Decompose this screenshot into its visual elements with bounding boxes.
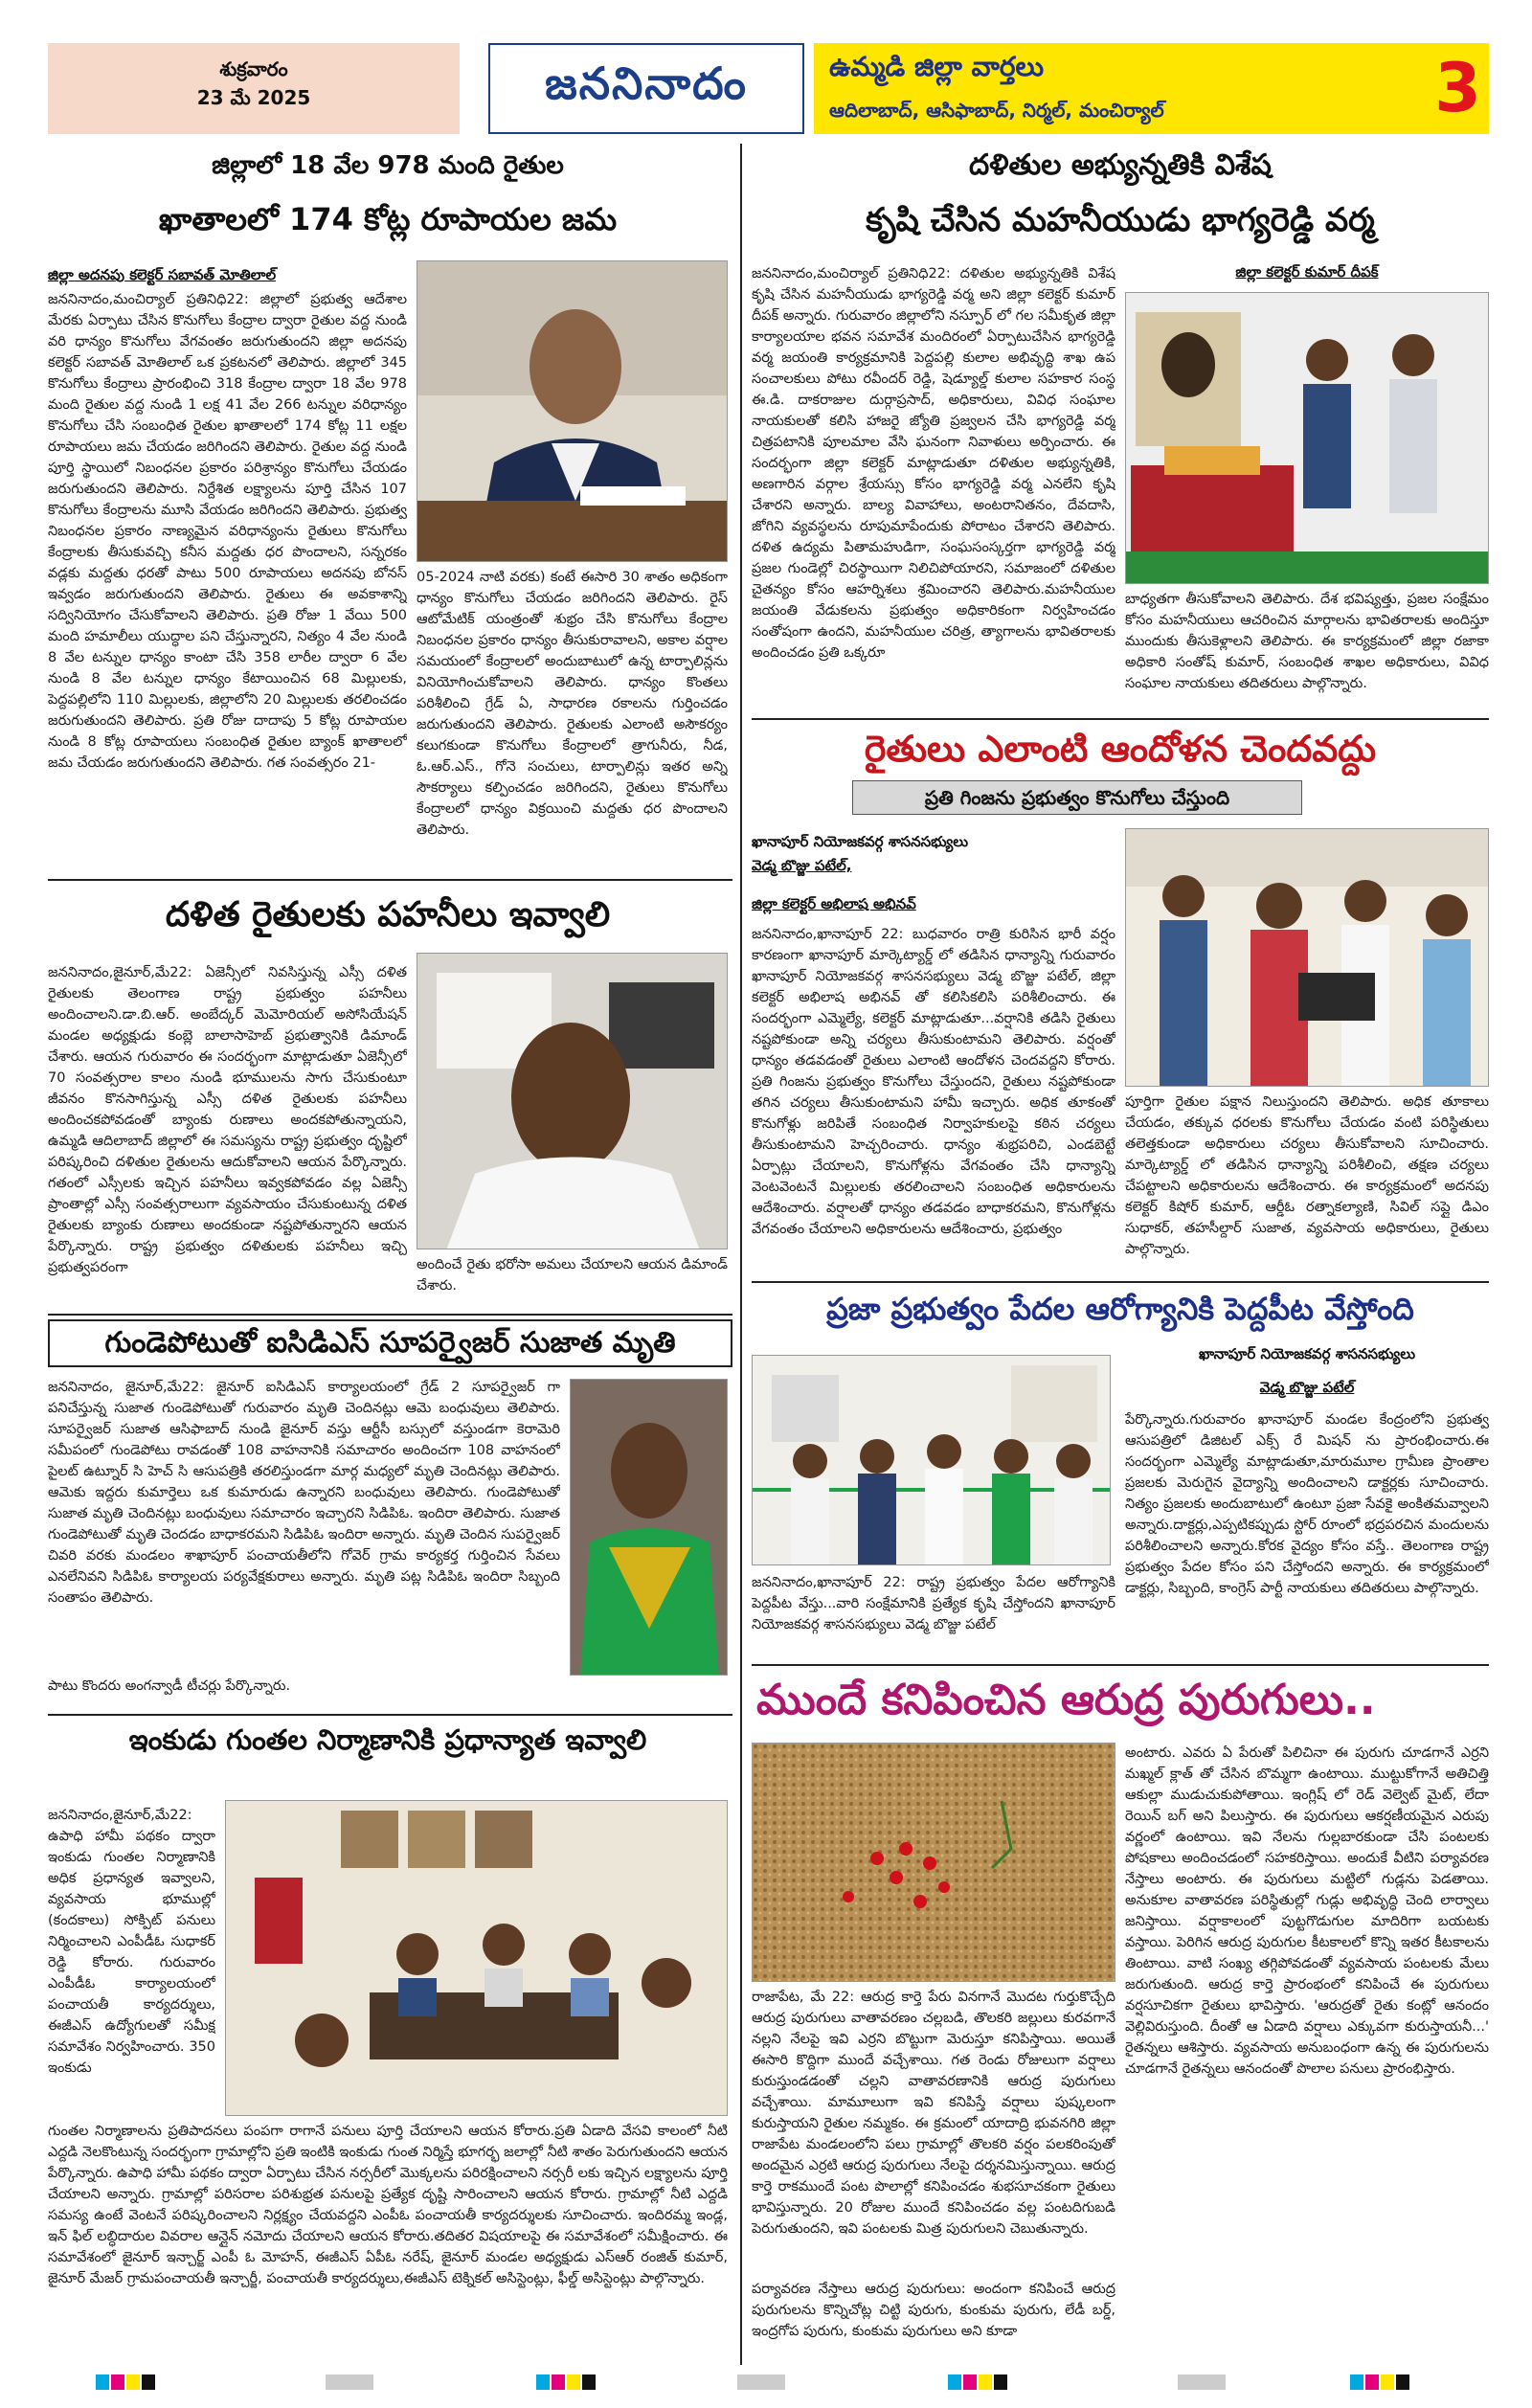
story5-headline: కృషి చేసిన మహనీయుడు భాగ్యరెడ్డి వర్మ bbox=[866, 201, 1375, 239]
story8-photo-insects bbox=[752, 1743, 1115, 1982]
story-divider bbox=[48, 879, 732, 881]
story7-headline: ప్రజా ప్రభుత్వం పేదల ఆరోగ్యానికి పెద్దపీట వేస్తోంది bbox=[826, 1291, 1414, 1327]
section-title: ఉమ్మడి జిల్లా వార్తలు bbox=[829, 51, 1045, 82]
color-swatch bbox=[994, 2374, 1007, 2390]
story7-body-right: పేర్కొన్నారు.గురువారం ఖానాపూర్ మండల కేంద్రంలోని ప్రభుత్వ ఆసుపత్రిలో డిజిటల్ ఎక్స్ రే మిషన్ ను ప్రారంభించారు.ఈ సందర్భంగా ఎమ్మెల్యే మాట్లాడుతూ,మారుమూల గ్రామీణ ప్రాంతాల ప్రజలకు మెరుగైన వైద్యాన్ని అందించాలని డాక్టర్లకు సూచించారు. నిత్యం ప్రజలకు అందుబాటులో ఉంటూ ప్రజా సేవకై అంకితమవ్వాలని అన్నారు.దాక్టర్లు,ఎప్పటికప్పుడు స్టోర్ రూంలో భద్రపరచిన మందులను పరిశీలించాలని అన్నారు.కోరక వైద్యం కోసం వస్తే.. తెలంగాణ రాష్ట్ర ప్రభుత్వం పేదల కోసం పని చేస్తోందని అన్నారు. ఈ కార్యక్రమంలో డాక్టర్లు, సిబ్బంది, కాంగ్రెస్ పార్టీ నాయకులు తదితరులు పాల్గొన్నారు. bbox=[1125, 1412, 1489, 1596]
color-swatch bbox=[536, 2374, 550, 2390]
color-swatch bbox=[1178, 2374, 1226, 2390]
story2-photo bbox=[417, 953, 728, 1249]
masthead-logo bbox=[488, 43, 804, 134]
color-swatch bbox=[582, 2374, 596, 2390]
person-photo-icon bbox=[417, 261, 728, 562]
story8-headline: ముందే కనిపించిన ఆరుద్ర పురుగులు.. bbox=[756, 1676, 1376, 1724]
story-divider bbox=[752, 1281, 1489, 1283]
story4-headline: ఇంకుడు గుంతల నిర్మాణానికి ప్రధాన్యాత ఇవ్వాలి bbox=[128, 1723, 647, 1756]
story3-headline-box bbox=[48, 1319, 732, 1367]
story5-kicker: దళితుల అభ్యున్నతికి విశేష bbox=[969, 148, 1272, 182]
color-swatch bbox=[948, 2374, 961, 2390]
story8-body-left: రాజాపేట, మే 22: ఆరుద్ర కార్తె పేరు వినగానే మొదట గుర్తుకొచ్చేది ఆరుద్ర పురుగులు వాతావరణం చల్లబడి, తొలకరి జల్లులు కురవగానే నల్లని నేలపై ఇవి ఎర్రని బొట్టుగా మెరుస్తూ కనిపిస్తాయి. అయితే ఈసారి కొద్దిగా ముందే వచ్చేశాయి. గత రెండు రోజులుగా వర్షాలు కురుస్తుండడంతో చల్లని వాతావరణానికి ఆరుద్ర పురుగులు వచ్చేశాయి. మామూలుగా ఇవి కనిపిస్తే వర్షాలు పుష్కలంగా కురుస్తాయని రైతుల నమ్మకం. ఈ క్రమంలో యాదాద్రి భువనగిరి జిల్లా రాజాపేట మండలంలోని పలు గ్రామాల్లో తొలకరి వర్షం పలకరింపుతో అందమైన ఎర్రటి ఆరుద్ర పురుగులు నేలపై దర్శనమిస్తున్నాయి. ఆరుద్ర కార్తె రాకముందే పంట పొలాల్లో కనిపించడం శుభసూచకంగా రైతులు భావిస్తున్నారు. 20 రోజుల ముందే కనిపించడం వల్ల పంటదిగుబడి పెరుగుతుందని, ఇవి పంటలకు మిత్ర పురుగులని చెబుతున్నారు. bbox=[752, 1990, 1115, 2237]
story7-byline1: ఖానాపూర్ నియోజకవర్గ శాసనసభ్యులు bbox=[1198, 1345, 1416, 1362]
story3-tail: పాటు కొందరు అంగన్వాడీ టీచర్లు పేర్కొన్నారు. bbox=[48, 1678, 291, 1694]
story1-body-right: 05-2024 నాటి వరకు) కంటే ఈసారి 30 శాతం అధికంగా ధాన్యం కొనుగోలు చేయడం జరిగిందని తెలిపారు. రైస్ ఆటోమేటిక్ యంత్రంతో శుభ్రం చేసి కొనుగోలు కేంద్రాల నిబంధనల ప్రకారం ధాన్యం తీసుకురావాలని, అకాల వర్షాల సమయంలో కేంద్రాలలో అందుబాటులో ఉన్న టార్పాలిన్లను వినియోగించుకోవాలని తెలిపారు. ధాన్యం కొంతలు పరిశీలించి గ్రేడ్ ఏ, సాధారణ రకాలను గుర్తించడం జరుగుతుందని తెలిపారు. రైతులకు ఎలాంటి అసౌకర్యం కలుగకుండా కొనుగోలు కేంద్రాలలో త్రాగునీరు, నీడ, ఓ.ఆర్.ఎస్., గోనె సంచులు, టార్పాలిన్లు ఇతర అన్ని సౌకర్యాలు కల్పించడం జరిగిందని, రైతులు కొనుగోలు కేంద్రాలలో ధాన్యం విక్రయించి మద్దతు ధర పొందాలని తెలిపారు. bbox=[417, 570, 728, 838]
story1-photo-collector bbox=[417, 260, 728, 562]
story7-body-bottom: జననినాదం,ఖానాపూర్ 22: రాష్ట్ర ప్రభుత్వం పేదల ఆరోగ్యానికి పెద్దపీట వేస్తు...వారి సంక్షేమానికి ప్రత్యేక కృషి చేస్తోందని ఖానాపూర్ నియోజకవర్గ శాసనసభ్యులు వెడ్మ బొజ్జు పటేల్ bbox=[752, 1575, 1115, 1632]
story3-photo bbox=[570, 1379, 728, 1676]
color-swatch bbox=[1350, 2374, 1363, 2390]
masthead-date: 23 మే 2025 bbox=[196, 86, 311, 109]
story6-byline2: వెడ్మ బొజ్జు పటేల్, bbox=[752, 857, 852, 874]
story-divider bbox=[752, 1664, 1489, 1666]
color-swatch bbox=[963, 2374, 977, 2390]
story6-photo-inspection bbox=[1125, 828, 1489, 1087]
story8-body-right: అంటారు. ఎవరు ఏ పేరుతో పిలిచినా ఈ పురుగు చూడగానే ఎర్రని మఖ్మల్ క్లాత్ తో చేసిన బొమ్మగా ఉంటాయి. ముట్టుకోగానే అతిచిత్తి ఆకుల్లా ముడుచుకుపోతాయి. ఇంగ్లిష్ లో రెడ్ వెల్వెట్ మైట్, లేదా రెయిన్ బగ్ అని పిలుస్తారు. ఈ పురుగులు ఆకర్షణీయమైన ఎరుపు వర్ణంలో ఉంటాయి. ఇవి నేలను గుల్లబారకుండా చేసి పంటలకు పోషకాలు అందించడంలో సహకరిస్తాయి. అందుకే వీటిని పర్యావరణ నేస్తాలు అంటారు. ఈ పురుగులు మట్టిలో గుడ్లను పెడతాయి. అనుకూల వాతావరణ పరిస్థితుల్లో గుడ్లు అభివృద్ధి చెంది లార్వాలు జనిస్తాయి. వర్షాకాలంలో పుట్టగొడుగుల మాదిరిగా బయటకు వస్తాయి. పెరిగిన ఆరుద్ర పురుగుల కీటకాలలో కొన్ని ఇతర కీటకాలను తింటాయి. వాటి సంఖ్య తగ్గిపోవడంతో వ్యవసాయ పంటలకు మేలు జరుగుతుంది. ఆరుద్ర కార్తె ప్రారంభంలో కనిపించే ఈ పురుగులు వర్షసూచికగా రైతులు భావిస్తారు. 'ఆరుద్రతో రైతు కంట్లో ఆనందం వెల్లివిరుస్తుంది. దీంతో ఆ ఏడాది వర్షాలు ఎక్కువగా కురుస్తాయనీ...' రైతన్నలు ఆశిస్తారు. వ్యవసాయ అనుబంధంగా ఉన్న ఈ పురుగులను చూడగానే రైతన్నలు ఆనందంతో పొలాల పనులు ప్రారంభిస్తారు. bbox=[1125, 1745, 1489, 2077]
color-swatch bbox=[96, 2374, 109, 2390]
story2-tail: అందించే రైతు భరోసా అమలు చేయాలని ఆయన డిమాండ్ చేశారు. bbox=[417, 1257, 728, 1293]
section-districts: ఆదిలాబాద్, ఆసిఫాబాద్, నిర్మల్, మంచిర్యాల్ bbox=[829, 99, 1164, 122]
story6-subhead: ప్రతి గింజను ప్రభుత్వం కొనుగోలు చేస్తుంది bbox=[924, 786, 1230, 809]
color-swatch bbox=[737, 2374, 785, 2390]
story3-body: జననినాదం, జైనూర్,మే22: జైనూర్ ఐసిడిఎస్ కార్యాలయంలో గ్రేడ్ 2 సూపర్వైజర్ గా పనిచేస్తున్న సుజాత గుండెపోటుతో గురువారం మృతి చెందినట్లు ఆమె బంధువులు తెలిపారు. సూపర్వైజర్ సుజాత ఆసిఫాబాద్ నుండి జైనూర్ వస్తు ఆర్టీసీ బస్సులో వస్తుండగా కెరామెరి సమీపంలో గుండెపోటు రావడంతో 108 వాహనానికి సమాచారం అందించగా 108 వాహనంలో పైలట్ ఉట్నూర్ సి హెచ్ సి ఆసుపత్రికి తరలిస్తుండగా మార్గ మధ్యలో మృతి చెందినట్లు తెలిపారు. ఆమెకు ఇద్దరు కుమార్తెలు ఒక కుమారుడు ఉన్నారని బంధువులు తెలిపారు. గుండెపోటుతో సుజాత మృతి చెందినట్లు బంధువులు సమాచారం ఇచ్చారని సిడిపిఓ. ఇందిరా తెలిపారు. సుజాత గుండెపోటుతో మృతి చెందడం బాధాకరమని సిడిపిఓ ఇందిరా అన్నారు. మృతి చెందిన సుపర్వైజర్ చివరి వరకు మండలం శాఖాపూర్ పంచాయతీలోని గోవెర్ గ్రామ కార్యకర్త గుర్తించిన సేవలు ఎనలేనివని సిడిపిఓ కార్యాలయ పర్యవేక్షకురాలు అన్నారు. మృతి పట్ల సిడిపిఓ ఇందిరా సిబ్బంది సంతాపం తెలిపారు. bbox=[48, 1380, 560, 1606]
story6-headline: రైతులు ఎలాంటి ఆందోళన చెందవద్దు bbox=[864, 728, 1377, 770]
story1-kicker: జిల్లాలో 18 వేల 978 మంది రైతుల bbox=[212, 151, 564, 180]
story5-body: జననినాదం,మంచిర్యాల్ ప్రతినిధి22: దళితుల అభ్యున్నతికి విశేష కృషి చేసిన మహనీయుడు భాగ్యరెడ్డి వర్మ అని జిల్లా కలెక్టర్ కుమార్ దీపక్ అన్నారు. గురువారం జిల్లాలోని నస్పూర్ లో గల సమీకృత జిల్లా కార్యాలయాల భవన సమావేశ మందిరంలో ఏర్పాటుచేసిన భాగ్యరెడ్డి వర్మ జయంతి కార్యక్రమానికి పెద్దపల్లి కులాల అభివృద్ధి శాఖ ఉప సంచాలకులు పోటు రవీందర్ రెడ్డి, షెడ్యూల్డ్ కులాల సహకార సంస్థ ఈ.డి. దాకరాజుల దుర్గాప్రసాద్, అధికారులు, వివిధ సంఘాల నాయకులతో కలిసి హాజరై జ్యోతి ప్రజ్వలన చేసి భాగ్యరెడ్డి వర్మ చిత్రపటానికి పూలమాల వేసి ఘనంగా నివాళులు అర్పించారు. ఈ సందర్భంగా జిల్లా కలెక్టర్ మాట్లాడుతూ దళితుల అభ్యున్నతికి, అణగారిన వర్గాల శ్రేయస్సు కోసం భాగ్యరెడ్డి వర్మ ఎనలేని కృషి చేశారని అన్నారు. బాల్య వివాహాలు, అంటరానితనం, దేవదాసి, జోగిని వ్యవస్థలను రూపుమాపేందుకు పోరాటం చేశారని తెలిపారు. దళిత ఉద్యమ పితామహుడిగా, సంఘసంస్కర్తగా భాగ్యరెడ్డి వర్మ ప్రజల గుండెల్లో చిరస్థాయిగా నిలిచిపోయారని, సమాజంలో దళితుల చైతన్యం కోసం ఆహర్నిశలు శ్రమించారని తెలిపారు.మహనీయుల జయంతి వేడుకలను ప్రభుత్వం అధికారికంగా నిర్వహించడం సంతోషంగా ఉందని, మహనీయుల చరిత్ర, త్యాగాలను భావితరాలకు అందించడం ప్రతి ఒక్కరూ bbox=[752, 266, 1115, 661]
story6-subhead-box bbox=[852, 780, 1302, 815]
story-divider bbox=[48, 1314, 732, 1316]
story4-photo-meeting bbox=[225, 1800, 728, 2116]
story2-body: జననినాదం,జైనూర్,మే22: ఏజెన్సీలో నివసిస్తున్న ఎస్సీ దళిత రైతులకు తెలంగాణ రాష్ట్ర ప్రభుత్వం పహనీలు అందించాలని.డా.బి.ఆర్. అంబేద్కర్ మెమోరియల్ అసోసియేషన్ మండల అధ్యక్షుడు కంబ్లె బాలాసాహెబ్ ప్రభుత్వానికి డిమాండ్ చేశారు. ఆయన గురువారం ఈ సందర్భంగా మాట్లాడుతూ ఏజెన్సీలో 70 సంవత్సరాల కాలం నుండి భూములను సాగు చేసుకుంటూ జీవనం కొనసాగిస్తున్న ఎస్సీ దళిత రైతులకు పహనీలు అందించకపోవడంతో బ్యాంకు రుణాలు అందకపోతున్నాయని, ఉమ్మడి ఆదిలాబాద్ జిల్లాలో ఈ సమస్యను రాష్ట్ర ప్రభుత్వం దృష్టిలో పరిష్కరించి దళితుల రైతులను ఆదుకోవాలని ఆయన పేర్కొన్నారు. గతంలో ఎస్సీలకు ఇచ్చిన పహనీలు ఇవ్వకపోవడం వల్ల ఏజెన్సీ ప్రాంతాల్లో ఎస్సీ సంవత్సరాలుగా వ్యవసాయం చేసుకుంటున్న దళిత రైతులకు బ్యాంకు రుణాలు అందకుండా నష్టపోతున్నారని ఆయన పేర్కొన్నారు. రాష్ట్ర ప్రభుత్వం దళితులకు పహనీలు ఇచ్చి ప్రభుత్వపరంగా bbox=[48, 965, 407, 1275]
person-photo-icon bbox=[571, 1380, 728, 1676]
masthead-date-box bbox=[48, 43, 460, 134]
masthead-section-box bbox=[814, 43, 1427, 134]
color-swatch bbox=[1365, 2374, 1379, 2390]
ceremony-photo-icon bbox=[1126, 293, 1489, 584]
color-swatch bbox=[979, 2374, 992, 2390]
inspection-photo-icon bbox=[1126, 829, 1489, 1087]
color-swatch bbox=[1396, 2374, 1409, 2390]
person-photo-icon bbox=[417, 954, 728, 1249]
color-swatch bbox=[142, 2374, 155, 2390]
inauguration-photo-icon bbox=[753, 1356, 1111, 1565]
page-number: 3 bbox=[1427, 43, 1489, 134]
color-swatch bbox=[1381, 2374, 1394, 2390]
color-swatch bbox=[326, 2374, 373, 2390]
story7-photo-inauguration bbox=[752, 1355, 1111, 1565]
color-swatch bbox=[567, 2374, 580, 2390]
story-divider bbox=[48, 1714, 732, 1716]
story1-byline: జిల్లా అదనపు కలెక్టర్ సబావత్ మోతిలాల్ bbox=[48, 266, 277, 283]
column-divider bbox=[740, 144, 742, 2365]
color-swatch bbox=[111, 2374, 124, 2390]
story1-headline: ఖాతాలలో 174 కోట్ల రూపాయల జమ bbox=[158, 201, 618, 237]
story6-body: జననినాదం,ఖానాపూర్ 22: బుధవారం రాత్రి కురిసిన భారీ వర్షం కారణంగా ఖానాపూర్ మార్కెట్యార్డ్ లో తడిసిన ధాన్యాన్ని గురువారం ఖానాపూర్ నియోజకవర్గ శాసనసభ్యులు వెడ్మ బొజ్జు పటేల్, జిల్లా కలెక్టర్ అభిలాష అభినవ్ తో కలిసికలిసి పరిశీలించారు. ఈ సందర్భంగా ఎమ్మెల్యే, కలెక్టర్ మాట్లాడుతూ...వర్షానికి తడిసి రైతులు నష్టపోకుండా అన్ని చర్యలు తీసుకుంటామని తెలిపారు. వర్షంతో ధాన్యం తడవడంతో రైతులు ఎలాంటి ఆందోళన చెందవద్దని కోరారు. ప్రతి గింజను ప్రభుత్వం కొనుగోలు చేస్తుందని, రైతులు నష్టపోకుండా తగిన చర్యలు తీసుకుంటామని హామీ ఇచ్చారు. అధిక తూకంతో కొనుగోళ్లు జరిపితే సంబంధిత నిర్వాహకులపై కఠిన చర్యలు తీసుకుంటామని హెచ్చరించారు. ధాన్యం శుభ్రపరిచి, ఎండబెట్టే ఏర్పాట్లు చేయాలని, కొనుగోళ్లను వేగవంతం చేసి ధాన్యాన్ని వెంటవెంటనే మిల్లులకు తరలించాలని సంబంధిత అధికారులను ఆదేశించారు. వర్షాలతో ధాన్యం తడవడం బాధాకరమని, కొనుగోళ్లను వేగవంతం చేయాలని అధికారులను ఆదేశించారు, ప్రభుత్వం bbox=[752, 927, 1115, 1237]
story6-tail: పూర్తిగా రైతుల పక్షాన నిలుస్తుందని తెలిపారు. అధిక తూకాలు చేయడం, తక్కువ ధరలకు కొనుగోలు చేయడం వంటి పరిస్థితులు తలెత్తకుండా అధికారులు చర్యలు తీసుకోవాలని సూచించారు. మార్కెట్యార్డ్ లో తడిసిన ధాన్యాన్ని పరిశీలించి, తక్షణ చర్యలు చేపట్టాలని అధికారులను ఆదేశించారు. ఈ కార్యక్రమంలో అదనపు కలెక్టర్ కిషోర్ కుమార్, ఆర్డీఓ రత్నాకల్యాణి, సివిల్ సప్లై డిఎం సుధాకర్, తహసీల్దార్ సుజాత, వ్యవసాయ అధికారులు, రైతులు పాల్గొన్నారు. bbox=[1125, 1094, 1489, 1257]
story4-body-wide: గుంతల నిర్మాణాలను ప్రతిపాదనలు పంపగా రాగానే పనులు పూర్తి చేయాలని ఆయన కోరారు.ప్రతి ఏడాది వేసవి కాలంలో నీటి ఎద్దడి నెలకొంటున్న సందర్భంగా గ్రామాల్లోని ప్రతి ఇంటికి ఇంకుడు గుంత నిర్మిస్తే భూగర్భ జలాల్లో నీటి శాతం పెరుగుతుందని ఆయన పేర్కొన్నారు. ఉపాధి హామీ పథకం ద్వారా ఏర్పాటు చేసిన నర్సరీలో మొక్కలను పరిరక్షించాలని నర్సరీ లకు ఇచ్చిన లక్ష్యాలను పూర్తి చేయాలని అన్నారు. గ్రామాల్లో పరిసరాల పరిశుభ్రత పనులపై ప్రత్యేక దృష్టి సారించాలని ఆయన కోరారు. గ్రామాల్లో నీటి ఎద్దడి సమస్య ఉంటే వెంటనే పరిష్కరించాలని నిర్లక్ష్యం చేయవద్దని ఎంపీఓ పంచాయతీ కార్యదర్శులకు సూచించారు. ఇందిరమ్మ ఇండ్ల, ఇన్ ఫిల్ లబ్ధిదారుల వివరాల ఆన్లైన్ నమోదు చేయాలని ఆయన కోరారు.తదితర విషయాలపై ఈ సమావేశంలో సమీక్షించారు. ఈ సమావేశంలో జైనూర్ ఇన్చార్జ్ ఎంపీ ఓ మోహన్, ఈజీఎస్ ఏపీఓ నరేష్, జైనూర్ మండల అధ్యక్షుడు ఎస్ఆర్ రంజిత్ కుమార్, జైనూర్ మేజర్ గ్రామపంచాయతీ ఇన్చార్జీ, పంచాయతీ కార్యదర్శులు,ఈజీఎస్ టెక్నికల్ అసిస్టెంట్లు, ఫీల్డ్ అసిస్టెంట్లు పాల్గొన్నారు. bbox=[48, 2124, 728, 2286]
paper-name: జననినాదం bbox=[545, 56, 748, 109]
color-swatch bbox=[552, 2374, 565, 2390]
story6-byline1: ఖానాపూర్ నియోజకవర్గ శాసనసభ్యులు bbox=[752, 833, 969, 850]
story2-headline: దళిత రైతులకు పహనీలు ఇవ్వాలి bbox=[165, 895, 611, 934]
story5-tail: బాధ్యతగా తీసుకోవాలని తెలిపారు. దేశ భవిష్యత్తు, ప్రజల సంక్షేమం కోసం మహనీయులు ఆచరించిన మార్గాలను భావితరాలకు అందిస్తూ ముందుకు తీసుకెళ్లాలని తెలిపారు. ఈ కార్యక్రమంలో జిల్లా రజాకా అధికారి సంతోష్ కుమార్, సంబంధిత శాఖల అధికారులు, వివిధ సంఘాల నాయకులు తదితరులు పాల్గొన్నారు. bbox=[1125, 592, 1489, 691]
meeting-photo-icon bbox=[226, 1801, 728, 2116]
story-divider bbox=[752, 718, 1489, 720]
masthead-day: శుక్రవారం bbox=[219, 57, 288, 80]
color-swatch bbox=[126, 2374, 140, 2390]
story4-body-narrow: జననినాదం,జైనూర్,మే22: ఉపాధి హామీ పథకం ద్వారా ఇంకుడు గుంతల నిర్మాణానికి అధిక ప్రధాన్యత ఇవ్వాలని, వ్యవసాయ భూముల్లో (కందకాలు) సోక్పిట్ పనులు నిర్మించాలని ఎంపీడీఓ సుధాకర్ రెడ్డి కోరారు. గురువారం ఎంపీడీఓ కార్యాలయంలో పంచాయతీ కార్యదర్శులు, ఈజీఎస్ ఉద్యోగులతో సమీక్ష సమావేశం నిర్వహించారు. 350 ఇంకుడు bbox=[48, 1808, 215, 2076]
story3-headline: గుండెపోటుతో ఐసిడిఎస్ సూపర్వైజర్ సుజాత మృతి bbox=[104, 1326, 676, 1360]
story6-byline3: జిల్లా కలెక్టర్ అభిలాష అభినవ్ bbox=[752, 895, 916, 912]
story1-body-left: జననినాదం,మంచిర్యాల్ ప్రతినిధి22: జిల్లాలో ప్రభుత్వ ఆదేశాల మేరకు ఏర్పాటు చేసిన కొనుగోలు కేంద్రాల ద్వారా రైతుల వద్ద నుండి వరి ధాన్యం కొనుగోలు వేగవంతం జరుగుతుందని జిల్లా అదనపు కలెక్టర్ సబావత్ మోతిలాల్ ఒక ప్రకటనలో తెలిపారు. జిల్లాలో 345 కొనుగోలు కేంద్రాలు ప్రారంభించి 318 కేంద్రాల ద్వారా 18 వేల 978 మంది రైతుల వద్ద నుండి 1 లక్ష 41 వేల 266 టన్నుల వరిధాన్యం కొనుగోలు చేసి సంబంధిత రైతుల ఖాతాలలో 174 కోట్ల 11 లక్షల రూపాయలు జమ చేయడం జరిగిందని తెలిపారు. రైతుల వద్ద నుండి పూర్తి స్థాయిలో నిబంధనల ప్రకారం పరిశ్రాన్యం కొనుగోలు చేయడం జరుగుతుందని తెలిపారు. నిర్దేశిత లక్ష్యాలను పూర్తి చేసిన 107 కొనుగోలు కేంద్రాలను మూసి వేయడం జరిగిందని తెలిపారు. ప్రభుత్వ నిబంధనల ప్రకారం నాణ్యమైన వరిధాన్యంను రైతులు కొనుగోలు కేంద్రాలకు తీసుకువచ్చి కనీస మద్దతు ధర పొందాలని, సన్నరకం వడ్లకు మద్దతు ధరతో పాటు 500 రూపాయలు అదనపు బోనస్ ఇవ్వడం జరుగుతుందని తెలిపారు. రైతులు ఈ అవకాశాన్ని సద్వినియోగం చేసుకోవాలని తెలిపారు. ప్రతి రోజు 1 వేయి 500 మంది హమాలీలు యుద్ధాల పని చేస్తున్నారని, నిత్యం 4 వేల నుండి 8 వేల టన్నుల ధాన్యం కాంటా చేసి 358 లారీల ద్వారా 6 వేల నుండి 8 వేల టన్నుల ధాన్యం కేటాయించిన 68 మిల్లులకు, పెద్దపల్లిలోని 110 మిల్లులకు, జిల్లాలోని 20 మిల్లులకు తరలించడం జరుగుతుందని తెలిపారు. ప్రతి రోజు దాదాపు 5 కోట్ల రూపాయల నుండి 8 కోట్ల రూపాయలు సంబంధిత రైతుల బ్యాంక్ ఖాతాలలో జమ చేయడం జరుగుతుందని తెలిపారు. గత సంవత్సరం 21- bbox=[48, 292, 407, 771]
story5-photo-ceremony bbox=[1125, 292, 1489, 584]
insects-photo-icon bbox=[753, 1744, 1115, 1982]
story7-byline2: వెడ్మ బొజ్జు పటేల్ bbox=[1259, 1379, 1355, 1396]
story8-tail: పర్యావరణ నేస్తాలు ఆరుద్ర పురుగులు: అందంగా కనిపించే ఆరుద్ర పురుగులను కొన్నిచోట్ల చిట్టి పురుగు, కుంకుమ పురుగు, లేడీ బర్డ్, ఇంద్రగోప పురుగు, కుంకుమ పురుగులు అని కూడా bbox=[752, 2282, 1115, 2339]
story5-byline: జిల్లా కలెక్టర్ కుమార్ దీపక్ bbox=[1235, 263, 1379, 281]
